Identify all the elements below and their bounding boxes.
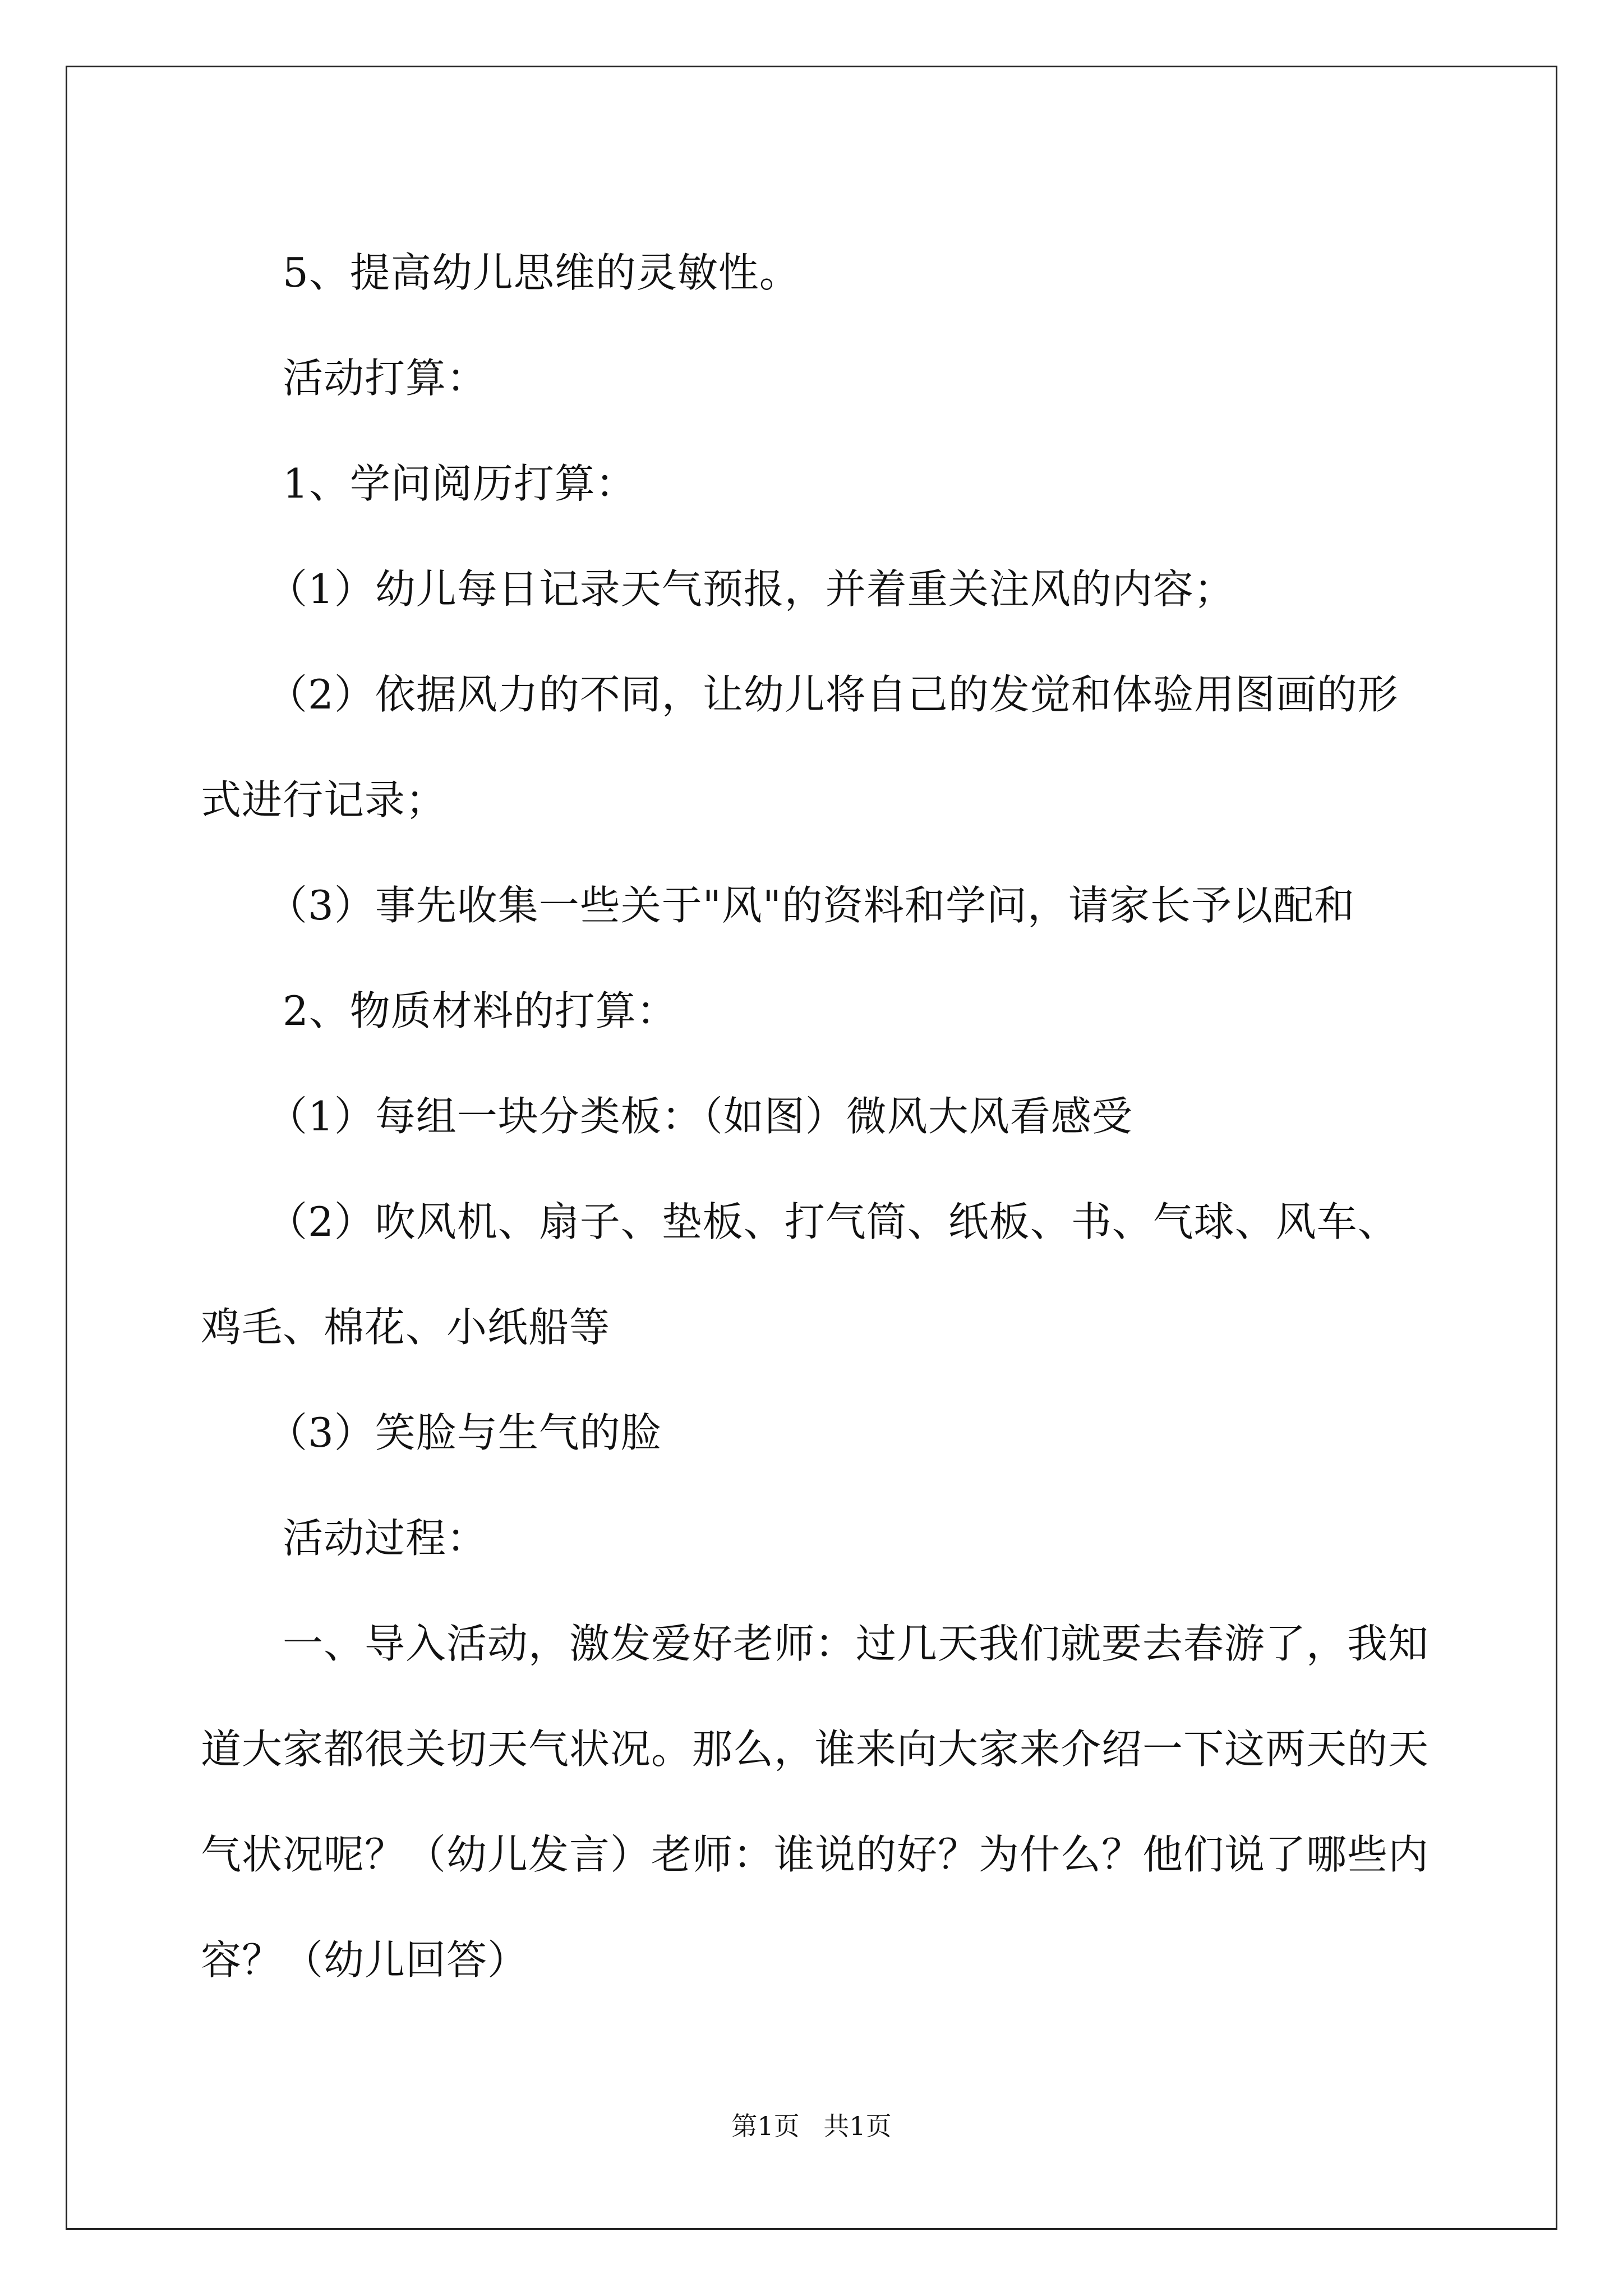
- paragraph-knowledge-2: （2）依据风力的不同，让幼儿将自己的发觉和体验用图画的形式进行记录；: [201, 671, 1399, 823]
- paragraph-material-2: （2）吹风机、扇子、垫板、打气筒、纸板、书、气球、风车、鸡毛、棉花、小纸船等: [201, 1198, 1399, 1351]
- paragraph-process-intro: 一、导入活动，激发爱好老师：过几天我们就要去春游了，我知道大家都很关切天气状况。那么，谁来向大家来介绍一下这两天的天气状况呢？（幼儿发言）老师：谁说的好？为什么？他们说了哪些内容？（幼儿回答）: [201, 1620, 1430, 1984]
- heading-activity-preparation: 活动打算：: [283, 355, 488, 402]
- document-body: [201, 220, 1429, 2013]
- heading-knowledge-preparation: 1、学问阅历打算：: [283, 460, 637, 507]
- page-number: 第1页: [731, 2111, 800, 2141]
- heading-activity-process: 活动过程：: [283, 1515, 488, 1562]
- paragraph-knowledge-1: （1）幼儿每日记录天气预报，并着重关注风的内容；: [267, 565, 1235, 613]
- paragraph-goal-5: 5、提高幼儿思维的灵敏性。: [283, 249, 800, 296]
- paragraph-material-1: （1）每组一块分类板：（如图）微风大风看感受: [267, 1093, 1133, 1140]
- heading-material-preparation: 2、物质材料的打算：: [283, 987, 677, 1034]
- paragraph-material-3: （3）笑脸与生气的脸: [267, 1409, 662, 1456]
- page-total: 共1页: [823, 2111, 892, 2141]
- paragraph-knowledge-3: （3）事先收集一些关于"风"的资料和学问，请家长予以配和: [267, 882, 1355, 929]
- page-footer: [0, 2109, 1623, 2143]
